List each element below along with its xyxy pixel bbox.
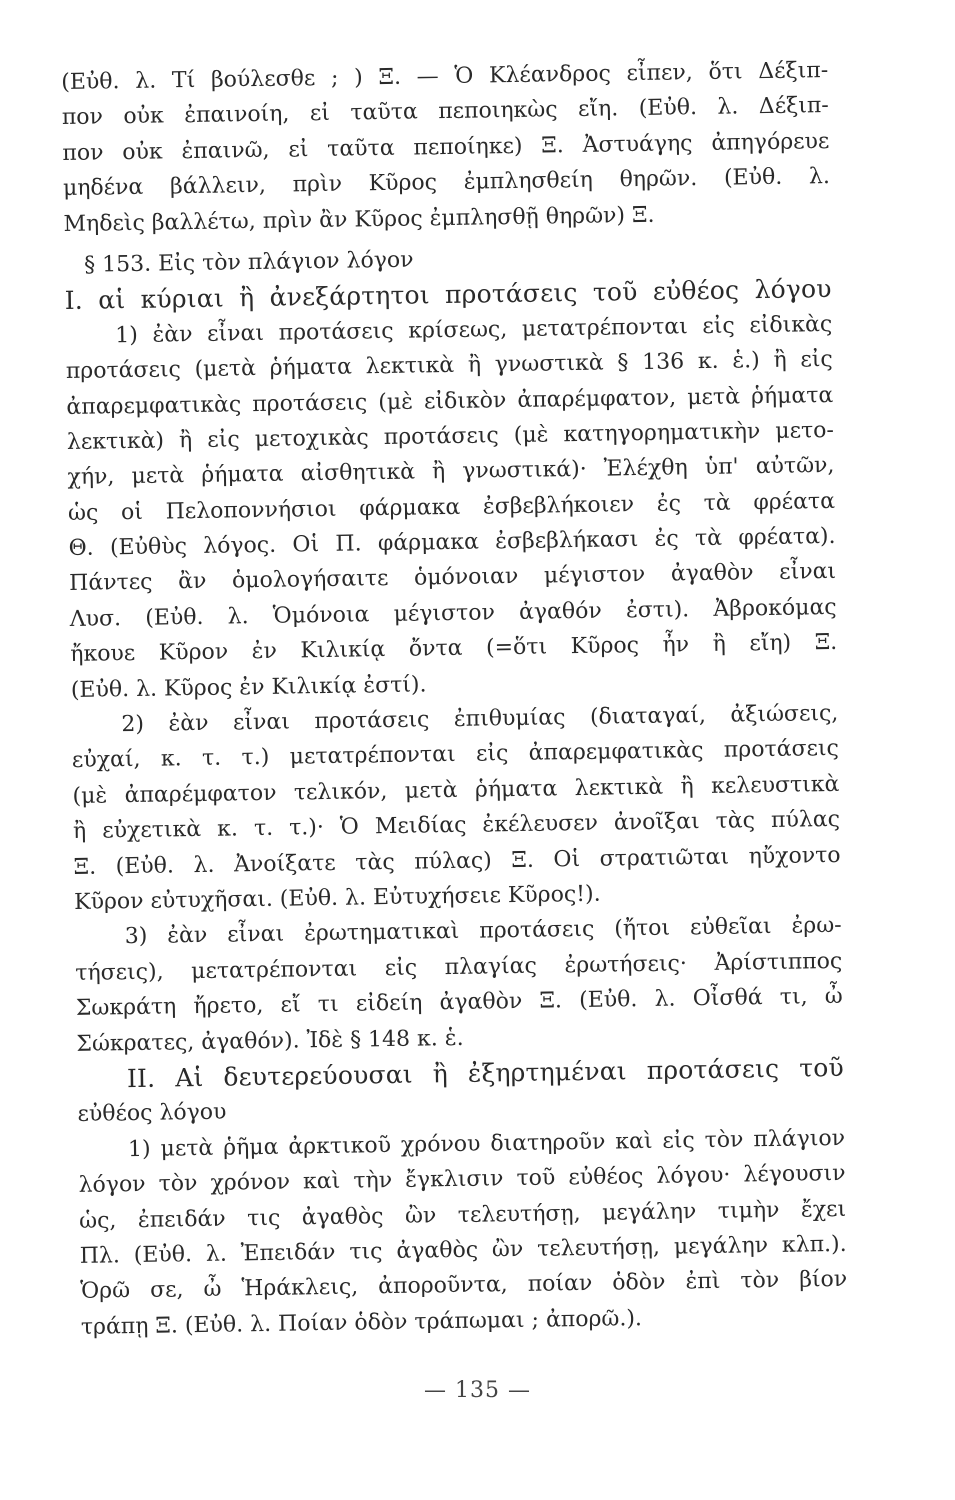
- text-line: 2) ἐὰν εἶναι προτάσεις ἐπιθυμίας (διαταγαί, ἀξιώσεις,: [121, 700, 839, 738]
- text-line: Λυσ. (Εὐθ. λ. Ὁμόνοια μέγιστον ἀγαθόν ἐστι). Ἀβροκόμας: [69, 594, 837, 632]
- text-line: Θ. (Εὐθὺς λόγος. Οἱ Π. φάρμακα ἐσβεβλήκασι ἐς τὰ φρέατα).: [68, 524, 836, 562]
- text-line: Ξ. (Εὐθ. λ. Ἀνοίξατε τὰς πύλας) Ξ. Οἱ στρατιῶται ηὔχοντο: [73, 842, 841, 880]
- text-line: Ὁρῶ σε, ὦ Ἡράκλεις, ἀποροῦντα, ποίαν ὁδὸν ἐπὶ τὸν βίον: [80, 1267, 848, 1305]
- text-line: προτάσεις (μετὰ ῥήματα λεκτικὰ ἢ γνωστικὰ § 136 κ. ἑ.) ἢ εἰς: [65, 347, 833, 385]
- text-line: (Εὐθ. λ. Κῦρος ἐν Κιλικίᾳ ἐστί).: [70, 672, 427, 703]
- text-line: Σώκρατες, ἀγαθόν). Ἰδὲ § 148 κ. ἑ.: [76, 1025, 464, 1057]
- text-line: πον οὐκ ἐπαινῶ, εἰ ταῦτα πεποίηκε) Ξ. Ἀστυάγης ἀπηγόρευε: [62, 128, 830, 166]
- text-line: μηδένα βάλλειν, πρὶν Κῦρος ἐμπλησθείη θηρῶν. (Εὐθ. λ.: [62, 164, 831, 202]
- text-line: ἢ εὐχετικὰ κ. τ. τ.)· Ὁ Μειδίας ἐκέλευσεν ἀνοῖξαι τὰς πύλας: [72, 807, 841, 845]
- subsection-heading: II. Αἱ δευτερεύουσαι ἢ ἐξηρτημέναι προτάσεις τοῦ: [126, 1052, 845, 1094]
- page-number: — 135 —: [424, 1378, 531, 1403]
- text-line: Σωκράτη ἤρετο, εἴ τι εἰδείη ἀγαθὸν Ξ. (Εὐθ. λ. Οἶσθά τι, ὦ: [75, 984, 843, 1022]
- text-line: Κῦρον εὐτυχῆσαι. (Εὐθ. λ. Εὐτυχήσειε Κῦρος!).: [73, 881, 601, 915]
- text-line: εὐθέος λόγου: [77, 1099, 227, 1128]
- text-line: χήν, μετὰ ῥήματα αἰσθητικὰ ἢ γνωστικά)· Ἐλέχθη ὑπ' αὐτῶν,: [67, 453, 835, 491]
- text-line: ὡς, ἐπειδάν τις ἀγαθὸς ὢν τελευτήσῃ, μεγάλην τιμὴν ἔχει: [78, 1196, 847, 1234]
- text-line: Πλ. (Εὐθ. λ. Ἐπειδάν τις ἀγαθὸς ὢν τελευτήσῃ, μεγάλην κλπ.).: [79, 1231, 847, 1269]
- text-line: Πάντες ἂν ὁμολογήσαιτε ὁμόνοιαν μέγιστον ἀγαθὸν εἶναι: [68, 559, 837, 597]
- text-line: 1) μετὰ ῥῆμα ἀρκτικοῦ χρόνου διατηροῦν καὶ εἰς τὸν πλάγιον: [127, 1125, 846, 1162]
- text-line: ὡς οἱ Πελοποννήσιοι φάρμακα ἐσβεβλήκοιεν ἐς τὰ φρέατα: [67, 488, 836, 526]
- text-line: ἀπαρεμφατικὰς προτάσεις (μὲ εἰδικὸν ἀπαρέμφατον, μετὰ ῥήματα: [66, 382, 834, 420]
- text-line: λεκτικὰ) ἢ εἰς μετοχικὰς προτάσεις (μὲ κατηγορηματικὴν μετο-: [66, 417, 835, 455]
- section-title: § 153. Εἰς τὸν πλάγιον λόγον: [83, 247, 414, 278]
- subsection-heading: I. αἱ κύριαι ἢ ἀνεξάρτητοι προτάσεις τοῦ εὐθέος λόγου: [64, 274, 832, 316]
- text-line: τράπῃ Ξ. (Εὐθ. λ. Ποίαν ὁδὸν τράπωμαι ; ἀπορῶ.).: [80, 1305, 643, 1340]
- text-line: λόγον τὸν χρόνον καὶ τὴν ἔγκλισιν τοῦ εὐθέος λόγου· λέγουσιν: [78, 1160, 846, 1199]
- text-line: 1) ἐὰν εἶναι προτάσεις κρίσεως, μετατρέπονται εἰς εἰδικὰς: [115, 311, 833, 348]
- text-line: (μὲ ἀπαρέμφατον τελικόν, μετὰ ῥήματα λεκτικὰ ἢ κελευστικὰ: [72, 771, 840, 809]
- text-line: πον οὐκ ἐπαινοίη, εἰ ταῦτα πεποιηκὼς εἴη. (Εὐθ. λ. Δέξιπ-: [61, 93, 829, 131]
- text-line: Μηδεὶς βαλλέτω, πρὶν ἂν Κῦρος ἐμπλησθῇ θηρῶν) Ξ.: [63, 202, 655, 237]
- text-line: (Εὐθ. λ. Τί βούλεσθε ; ) Ξ. — Ὁ Κλέανδρος εἶπεν, ὅτι Δέξιπ-: [61, 58, 829, 96]
- text-line: 3) ἐὰν εἶναι ἐρωτηματικαὶ προτάσεις (ἤτοι εὐθεῖαι ἐρω-: [124, 913, 842, 950]
- text-line: ἤκουε Κῦρον ἐν Κιλικίᾳ ὄντα (=ὅτι Κῦρος ἦν ἢ εἴη) Ξ.: [70, 630, 838, 668]
- text-line: τήσεις), μετατρέπονται εἰς πλαγίας ἐρωτήσεις· Ἀρίστιππος: [75, 948, 843, 986]
- text-line: εὐχαί, κ. τ. τ.) μετατρέπονται εἰς ἀπαρεμφατικὰς προτάσεις: [71, 736, 840, 774]
